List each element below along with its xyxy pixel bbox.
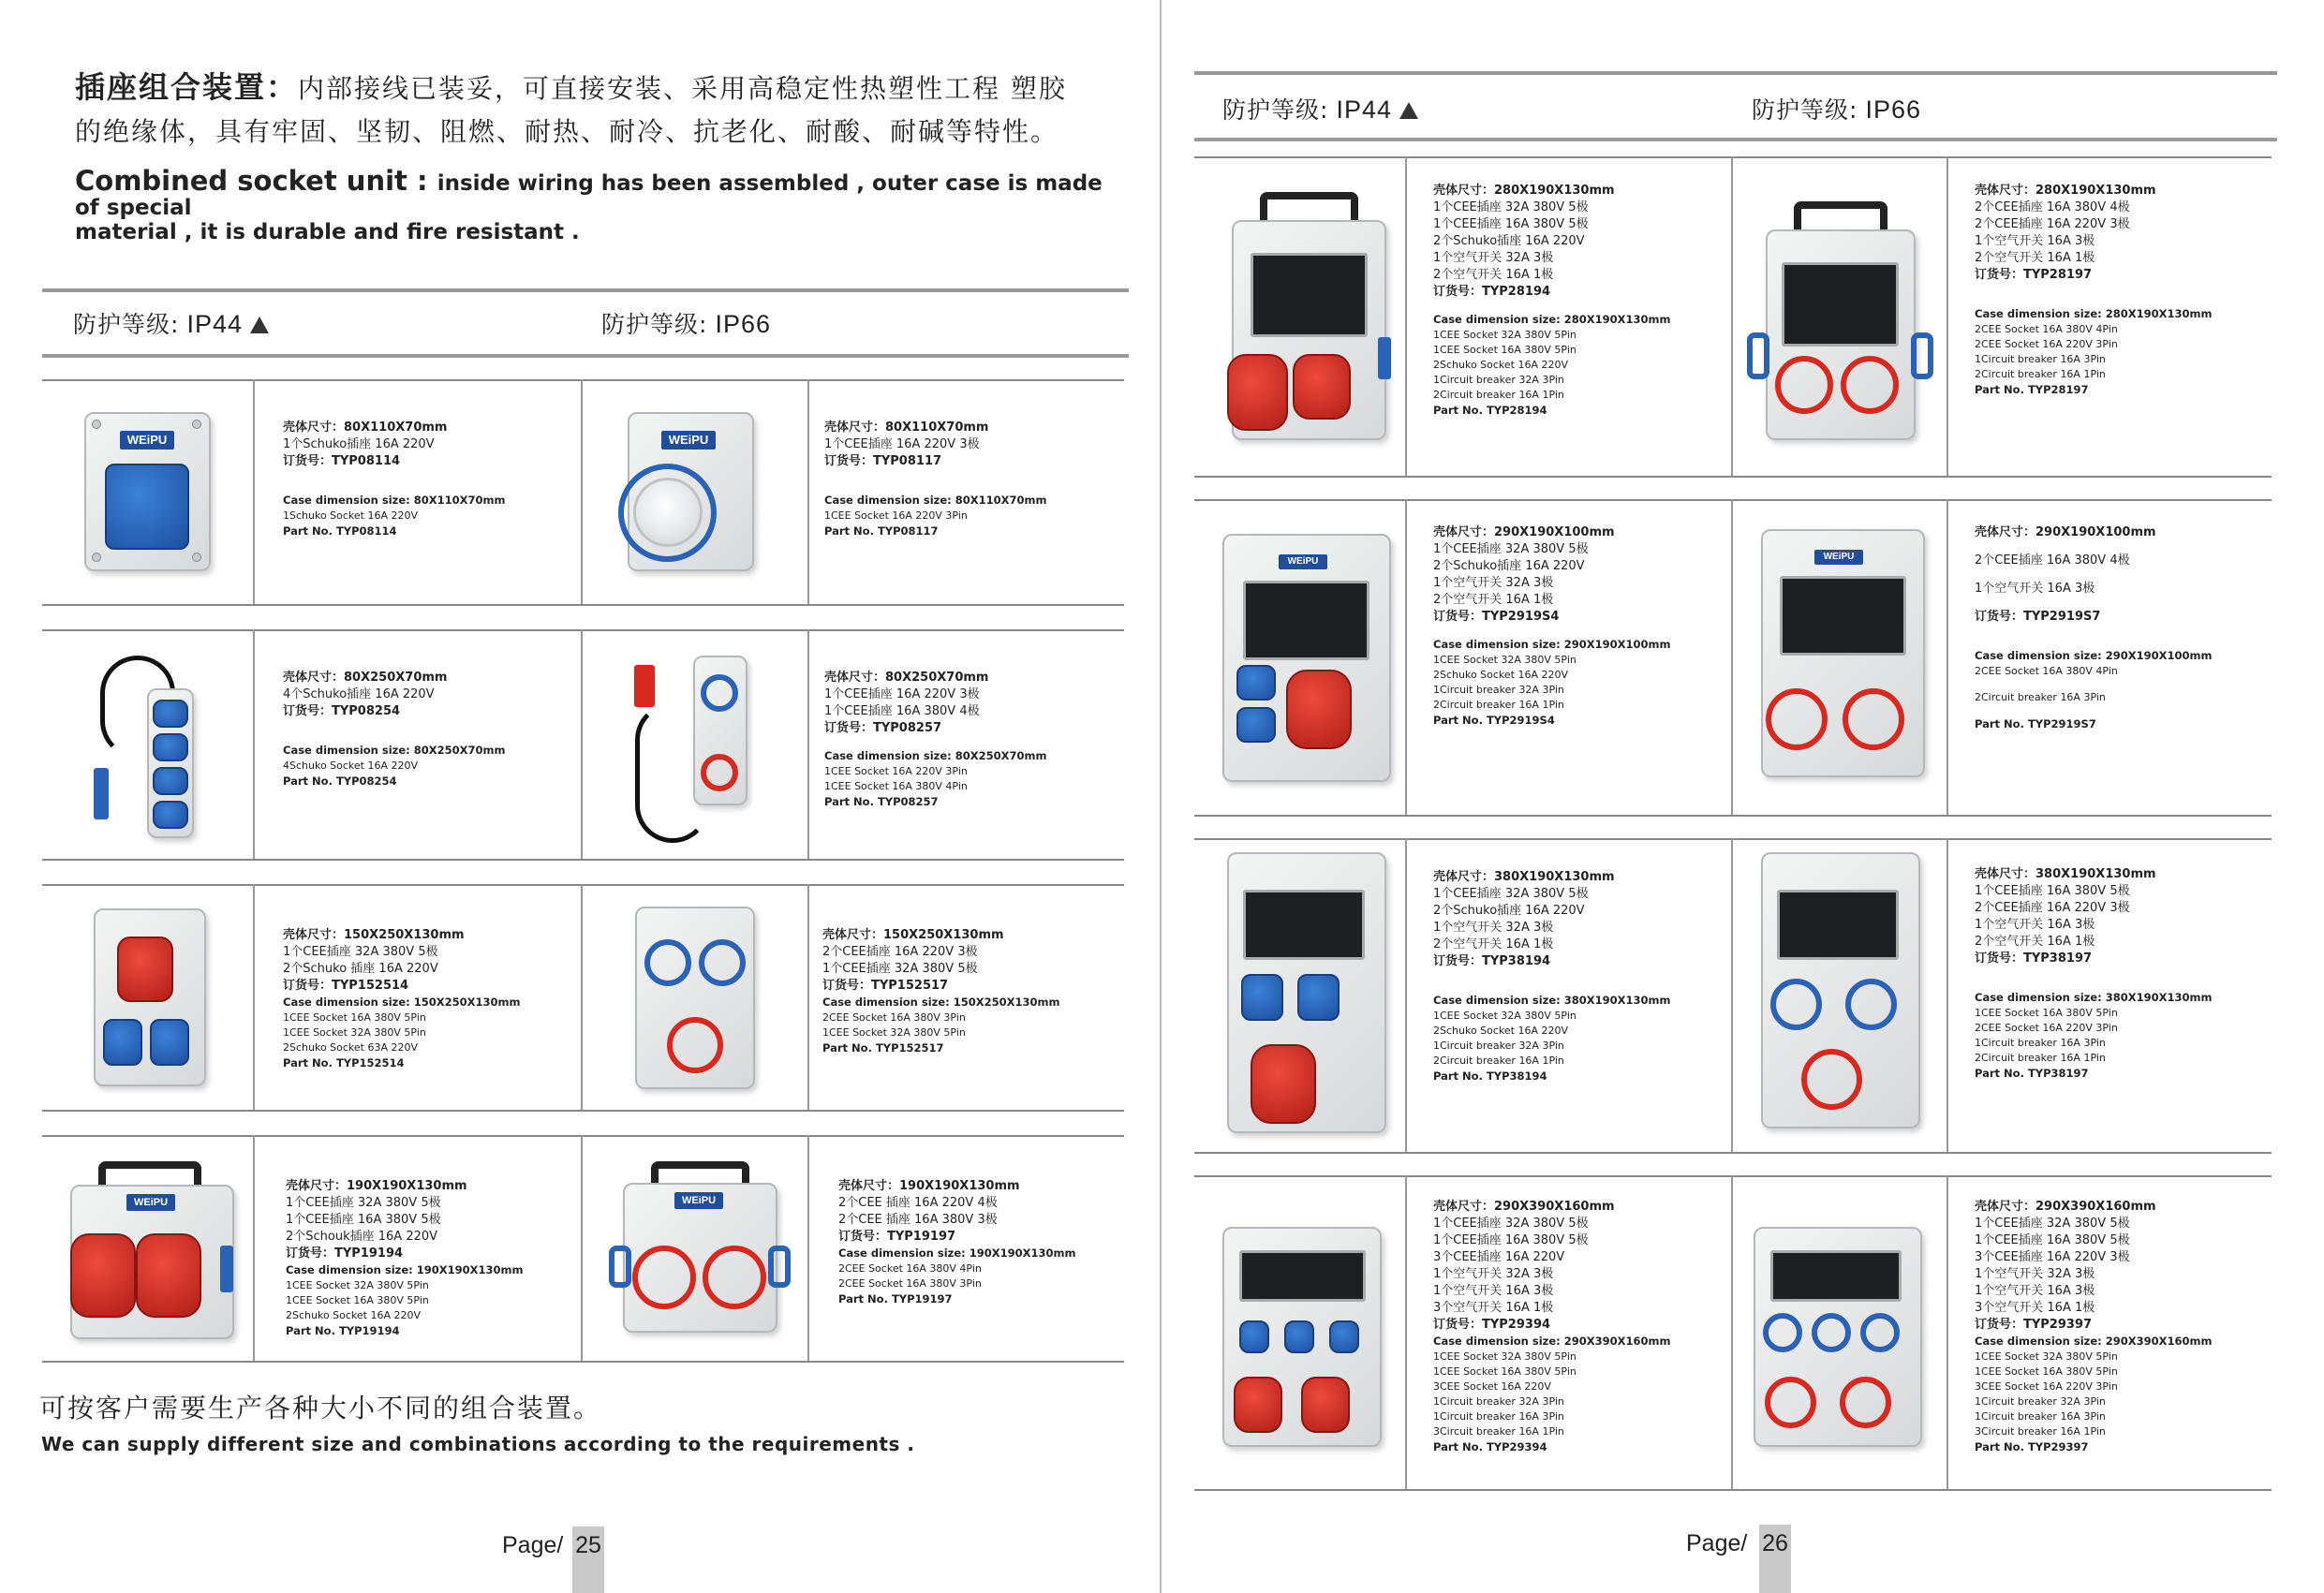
spec-line: 2个CEE 插座 16A 380V 3极 — [838, 1213, 998, 1227]
rule — [42, 604, 1124, 606]
spec-line: 2个CEE插座 16A 220V 3极 — [822, 945, 978, 959]
spec-en-title: Case dimension size: 290X190X100mm — [1433, 638, 1671, 651]
spec-line: 1个空气开关 32A 3极 — [1433, 921, 1554, 935]
spec-en-line: 2Circuit breaker 16A 1Pin — [1433, 699, 1564, 711]
rule — [1947, 499, 1948, 815]
spec-line: 1个CEE插座 16A 220V 3极 — [824, 437, 980, 451]
rule — [807, 1135, 809, 1361]
spec-en-line: 2Circuit breaker 16A 1Pin — [1433, 1055, 1564, 1067]
spec-title: 壳体尺寸：290X190X100mm — [1975, 525, 2156, 539]
rule — [253, 629, 255, 859]
product-image-typ38197 — [1756, 848, 1925, 1138]
spec-part-no: Part No. TYP08114 — [283, 524, 397, 538]
spec-part-no: Part No. TYP19197 — [838, 1292, 953, 1305]
rule — [581, 379, 583, 604]
brand-logo: WEiPU — [1279, 554, 1327, 569]
product-image-typ28197 — [1742, 192, 1939, 445]
spec-en-line: 4Schuko Socket 16A 220V — [283, 760, 419, 772]
product-image-typ2919s7 — [1756, 529, 1930, 782]
spec-line: 2个Schuko 插座 16A 220V — [283, 962, 438, 976]
spec-en-title: Case dimension size: 280X190X130mm — [1975, 307, 2213, 320]
rule — [1194, 138, 2277, 141]
product-image-typ2919s4 — [1222, 534, 1396, 787]
spec-part-no: Part No. TYP38197 — [1975, 1067, 2089, 1080]
spec-order-no: 订货号：TYP28197 — [1975, 268, 2093, 282]
product-image-typ152517 — [628, 907, 759, 1094]
spec-en-line: 3Circuit breaker 16A 1Pin — [1975, 1425, 2106, 1438]
spec-en-line: 2CEE Socket 16A 220V 3Pin — [1975, 338, 2118, 350]
spec-en-line: 1CEE Socket 16A 380V 5Pin — [1975, 1365, 2118, 1378]
spec-line: 3个空气开关 16A 1极 — [1975, 1301, 2095, 1315]
spec-title: 壳体尺寸：290X390X160mm — [1433, 1200, 1615, 1214]
spec-line: 1个CEE插座 32A 380V 5极 — [822, 962, 978, 976]
spec-order-no: 订货号：TYP08117 — [824, 454, 942, 468]
spec-line: 2个空气开关 16A 1极 — [1433, 268, 1554, 282]
rule — [253, 884, 255, 1110]
spec-line: 1个空气开关 32A 3极 — [1433, 251, 1554, 265]
spec-en-line: 1CEE Socket 32A 380V 5Pin — [822, 1026, 966, 1039]
spec-typ08257 — [824, 670, 1046, 810]
spec-typ38194 — [1433, 869, 1670, 1084]
rule — [807, 379, 809, 604]
spec-order-no: 订货号：TYP2919S7 — [1975, 610, 2101, 624]
spec-en-line: 1CEE Socket 32A 380V 5Pin — [283, 1026, 426, 1039]
rule — [42, 629, 1124, 631]
spec-order-no: 订货号：TYP2919S4 — [1433, 610, 1560, 624]
spec-en-title: Case dimension size: 280X190X130mm — [1433, 313, 1671, 326]
spec-line: 1个CEE插座 32A 380V 5极 — [283, 945, 438, 959]
product-image-typ28194 — [1222, 187, 1396, 445]
spec-line: 2个Schuko插座 16A 220V — [1433, 904, 1585, 918]
product-image-typ29394 — [1222, 1227, 1386, 1452]
spec-line: 1个CEE插座 32A 380V 5极 — [286, 1196, 441, 1210]
spec-en-line: 1Circuit breaker 32A 3Pin — [1433, 1395, 1564, 1408]
ip-rating-left — [73, 306, 269, 340]
spec-en-line: 1CEE Socket 32A 380V 5Pin — [1975, 1350, 2118, 1363]
spec-line: 2个Schuko插座 16A 220V — [1433, 234, 1585, 248]
spec-typ28197 — [1975, 183, 2212, 398]
spec-line: 2个空气开关 16A 1极 — [1975, 251, 2095, 265]
brand-logo: WEiPU — [126, 1194, 175, 1211]
rule — [1405, 156, 1407, 476]
brand-logo: WEiPU — [120, 431, 174, 450]
spec-part-no: Part No. TYP29394 — [1433, 1440, 1547, 1453]
spec-line: 1个空气开关 32A 3极 — [1433, 576, 1554, 590]
spec-line: 2个Schuko插座 16A 220V — [1433, 559, 1585, 573]
spec-line: 1个CEE插座 32A 380V 5极 — [1433, 542, 1589, 556]
spec-line: 2个Schouk插座 16A 220V — [286, 1230, 438, 1244]
rule — [807, 884, 809, 1110]
spec-line: 3个空气开关 16A 1极 — [1433, 1301, 1554, 1315]
spec-order-no: 订货号：TYP38194 — [1433, 954, 1551, 968]
spec-title: 壳体尺寸：290X190X100mm — [1433, 525, 1615, 539]
product-image-typ08257 — [628, 656, 759, 843]
spec-en-line: 1CEE Socket 16A 380V 5Pin — [1433, 344, 1576, 356]
page-label: Page/ — [1686, 1530, 1748, 1556]
rule — [1405, 1175, 1407, 1489]
spec-en-line: 2Circuit breaker 16A 3Pin — [1975, 691, 2106, 703]
spec-en-title: Case dimension size: 190X190X130mm — [286, 1263, 524, 1276]
spec-title: 壳体尺寸：190X190X130mm — [286, 1179, 467, 1193]
rule — [42, 1135, 1124, 1137]
intro-en-lead: Combined socket unit : — [75, 165, 437, 197]
ip-rating-right — [601, 306, 771, 340]
spec-line: 1个CEE插座 16A 380V 4极 — [824, 704, 980, 718]
spec-en-title: Case dimension size: 290X390X160mm — [1433, 1335, 1671, 1348]
page-spread-divider — [1160, 0, 1162, 1593]
spec-part-no: Part No. TYP2919S4 — [1433, 714, 1555, 727]
spec-en-line: 1Circuit breaker 32A 3Pin — [1433, 684, 1564, 696]
spec-title: 壳体尺寸：80X250X70mm — [824, 671, 989, 685]
intro-cn-line1: 内部接线已装妥，可直接安装、采用高稳定性热塑性工程 塑胶 — [298, 73, 1067, 104]
brand-logo: WEiPU — [674, 1192, 723, 1209]
spec-en-title: Case dimension size: 80X250X70mm — [283, 744, 506, 757]
spec-line: 3个CEE插座 16A 220V — [1433, 1250, 1565, 1264]
rule — [1405, 838, 1407, 1152]
spec-part-no: Part No. TYP08257 — [824, 795, 939, 808]
spec-en-line: 1CEE Socket 32A 380V 5Pin — [286, 1279, 429, 1291]
spec-title: 壳体尺寸：150X250X130mm — [283, 928, 465, 942]
spec-part-no: Part No. TYP28197 — [1975, 383, 2089, 396]
rule — [1194, 499, 2272, 501]
spec-part-no: Part No. TYP29397 — [1975, 1440, 2089, 1453]
product-image-typ19194 — [66, 1157, 239, 1344]
spec-en-line: 1Circuit breaker 32A 3Pin — [1433, 374, 1564, 386]
spec-line: 1个CEE插座 16A 380V 5极 — [1975, 884, 2130, 898]
spec-en-line: 1CEE Socket 32A 380V 5Pin — [1433, 654, 1576, 666]
rule — [807, 629, 809, 859]
rule — [1731, 838, 1733, 1152]
ip-value: IP44 — [186, 310, 243, 338]
product-image-typ19197 — [609, 1157, 787, 1344]
spec-typ28194 — [1433, 183, 1670, 419]
spec-en-line: 2Schuko Socket 16A 220V — [286, 1309, 422, 1321]
spec-title: 壳体尺寸：290X390X160mm — [1975, 1200, 2156, 1214]
footer-english: We can supply different size and combinations according to the requirements . — [41, 1433, 915, 1455]
spec-line: 1个CEE插座 16A 380V 5极 — [1975, 1233, 2130, 1247]
rule — [42, 1361, 1124, 1363]
spec-order-no: 订货号：TYP28194 — [1433, 285, 1551, 299]
spec-line: 2个CEE插座 16A 220V 3极 — [1975, 217, 2130, 231]
spec-en-line: 1Circuit breaker 32A 3Pin — [1433, 1040, 1564, 1052]
spec-en-line: 1CEE Socket 32A 380V 5Pin — [1433, 329, 1576, 341]
spec-typ29397 — [1975, 1199, 2212, 1455]
spec-line: 1个空气开关 32A 3极 — [1433, 1267, 1554, 1281]
rule — [581, 884, 583, 1110]
spec-line: 1个Schuko插座 16A 220V — [283, 437, 435, 451]
spec-line: 2个空气开关 16A 1极 — [1975, 935, 2095, 949]
ip-value: IP66 — [715, 310, 771, 338]
spec-en-title: Case dimension size: 190X190X130mm — [838, 1246, 1076, 1260]
spec-title: 壳体尺寸：80X250X70mm — [283, 671, 448, 685]
rule — [42, 354, 1129, 358]
spec-en-title: Case dimension size: 150X250X130mm — [822, 996, 1060, 1009]
rule — [42, 379, 1124, 381]
spec-typ29394 — [1433, 1199, 1670, 1455]
ip-label: 防护等级: — [601, 311, 708, 338]
schuko-socket-icon — [105, 464, 189, 550]
spec-line: 2个CEE 插座 16A 220V 4极 — [838, 1196, 998, 1210]
spec-en-title: Case dimension size: 380X190X130mm — [1433, 994, 1671, 1007]
spec-en-line: 2CEE Socket 16A 220V 3Pin — [1975, 1022, 2118, 1034]
page-number: 25 — [572, 1527, 604, 1593]
spec-order-no: 订货号：TYP19194 — [286, 1246, 404, 1261]
spec-en-line: 1Circuit breaker 16A 3Pin — [1975, 1037, 2106, 1049]
product-image-typ38194 — [1222, 848, 1391, 1138]
spec-line: 1个CEE插座 32A 380V 5极 — [1433, 1217, 1589, 1231]
spec-typ152514 — [283, 927, 520, 1071]
product-image-typ29397 — [1754, 1227, 1927, 1452]
intro-cn-lead: 插座组合装置： — [75, 69, 299, 105]
ip-value: IP66 — [1865, 96, 1921, 124]
spec-en-line: 3CEE Socket 16A 220V — [1433, 1380, 1551, 1393]
spec-line: 1个CEE插座 32A 380V 5极 — [1975, 1217, 2130, 1231]
spec-part-no: Part No. TYP08254 — [283, 774, 397, 788]
spec-order-no: 订货号：TYP29397 — [1975, 1318, 2093, 1332]
spec-title: 壳体尺寸：80X110X70mm — [283, 420, 448, 435]
rule — [1194, 156, 2272, 158]
rule — [1194, 815, 2272, 817]
spec-line: 2个空气开关 16A 1极 — [1433, 937, 1554, 951]
rule — [1731, 499, 1733, 815]
rule — [1947, 838, 1948, 1152]
spec-typ38197 — [1975, 866, 2212, 1082]
spec-order-no: 订货号：TYP38197 — [1975, 951, 2093, 966]
spec-order-no: 订货号：TYP152514 — [283, 979, 409, 993]
spec-part-no: Part No. TYP152514 — [283, 1056, 405, 1069]
spec-en-line: 1CEE Socket 16A 380V 5Pin — [1975, 1007, 2118, 1019]
spec-typ08254 — [283, 670, 505, 789]
spec-en-line: 2CEE Socket 16A 380V 4Pin — [1975, 665, 2118, 677]
spec-en-line: 1CEE Socket 16A 220V 3Pin — [824, 509, 968, 522]
spec-part-no: Part No. TYP38194 — [1433, 1069, 1547, 1083]
spec-en-line: 1Circuit breaker 16A 3Pin — [1975, 1410, 2106, 1423]
spec-line: 1个空气开关 16A 3极 — [1975, 1284, 2095, 1298]
spec-en-line: 2Circuit breaker 16A 1Pin — [1975, 368, 2106, 380]
rule — [42, 859, 1124, 861]
spec-line: 1个CEE插座 32A 380V 5极 — [1433, 887, 1589, 901]
spec-en-line: 3Circuit breaker 16A 1Pin — [1433, 1425, 1564, 1438]
spec-order-no: 订货号：TYP29394 — [1433, 1318, 1551, 1332]
spec-title: 壳体尺寸：280X190X130mm — [1975, 184, 2156, 198]
spec-order-no: 订货号：TYP08114 — [283, 454, 401, 468]
brand-logo: WEiPU — [1814, 550, 1863, 565]
spec-line: 3个CEE插座 16A 220V 3极 — [1975, 1250, 2130, 1264]
spec-line: 4个Schuko插座 16A 220V — [283, 687, 435, 701]
warning-triangle-icon — [1399, 102, 1418, 119]
spec-en-line: 2Circuit breaker 16A 1Pin — [1975, 1052, 2106, 1064]
rule — [42, 288, 1129, 292]
spec-title: 壳体尺寸：80X110X70mm — [824, 420, 989, 435]
spec-order-no: 订货号：TYP08257 — [824, 721, 942, 735]
spec-en-line: 1CEE Socket 16A 380V 4Pin — [824, 780, 968, 792]
spec-part-no: Part No. TYP19194 — [286, 1324, 400, 1337]
spec-line: 2个CEE插座 16A 380V 4极 — [1975, 200, 2130, 214]
spec-typ2919s4 — [1433, 524, 1670, 729]
rule — [42, 884, 1124, 886]
intro-chinese — [75, 66, 1124, 154]
spec-en-line: 2Schuko Socket 16A 220V — [1433, 669, 1569, 681]
warning-triangle-icon — [250, 317, 269, 333]
spec-en-title: Case dimension size: 290X190X100mm — [1975, 649, 2213, 662]
ip-label: 防护等级: — [1222, 96, 1329, 124]
rule — [1194, 1175, 2272, 1177]
rule — [1194, 838, 2272, 840]
spec-en-line: 2CEE Socket 16A 380V 3Pin — [822, 1011, 966, 1024]
spec-typ19194 — [286, 1178, 523, 1339]
spec-en-line: 2Schuko Socket 16A 220V — [1433, 359, 1569, 371]
rule — [1731, 156, 1733, 476]
spec-title: 壳体尺寸：380X190X130mm — [1975, 867, 2156, 881]
rule — [1194, 1489, 2272, 1491]
spec-line: 1个空气开关 16A 3极 — [1975, 234, 2095, 248]
spec-en-title: Case dimension size: 150X250X130mm — [283, 996, 521, 1009]
ip-rating-right — [1752, 92, 1921, 125]
spec-en-line: 2Schuko Socket 16A 220V — [1433, 1025, 1569, 1037]
spec-en-title: Case dimension size: 380X190X130mm — [1975, 991, 2213, 1004]
ip-rating-left — [1222, 92, 1418, 125]
rule — [581, 629, 583, 859]
spec-line: 1个空气开关 16A 3极 — [1975, 582, 2095, 596]
spec-part-no: Part No. TYP2919S7 — [1975, 717, 2096, 730]
spec-typ08114 — [283, 420, 505, 539]
spec-title: 壳体尺寸：280X190X130mm — [1433, 184, 1615, 198]
spec-typ19197 — [838, 1178, 1075, 1307]
spec-en-line: 2CEE Socket 16A 380V 4Pin — [838, 1262, 982, 1275]
spec-part-no: Part No. TYP28194 — [1433, 404, 1547, 417]
spec-en-line: 2Circuit breaker 16A 1Pin — [1433, 389, 1564, 401]
intro-english — [75, 165, 1124, 244]
page-number: 26 — [1759, 1525, 1791, 1593]
spec-order-no: 订货号：TYP19197 — [838, 1230, 956, 1244]
spec-en-line: 1Circuit breaker 16A 3Pin — [1433, 1410, 1564, 1423]
product-image-typ152514 — [89, 908, 211, 1091]
ip-label: 防护等级: — [73, 311, 180, 338]
spec-line: 1个CEE插座 32A 380V 5极 — [1433, 200, 1589, 214]
spec-title: 壳体尺寸：150X250X130mm — [822, 928, 1004, 942]
spec-title: 壳体尺寸：380X190X130mm — [1433, 870, 1615, 884]
spec-typ2919s7 — [1975, 524, 2212, 732]
spec-line: 2个空气开关 16A 1极 — [1433, 593, 1554, 607]
ip-label: 防护等级: — [1752, 96, 1858, 124]
spec-title: 壳体尺寸：190X190X130mm — [838, 1179, 1020, 1193]
spec-en-title: Case dimension size: 290X390X160mm — [1975, 1335, 2213, 1348]
spec-line: 1个空气开关 16A 3极 — [1975, 918, 2095, 932]
intro-en-line2: material , it is durable and fire resistant . — [75, 220, 580, 244]
spec-typ08117 — [824, 420, 1046, 539]
spec-en-title: Case dimension size: 80X250X70mm — [824, 749, 1047, 762]
rule — [581, 1135, 583, 1361]
spec-en-line: 1Schuko Socket 16A 220V — [283, 509, 419, 522]
spec-line: 1个空气开关 16A 3极 — [1433, 1284, 1554, 1298]
rule — [1405, 499, 1407, 815]
spec-en-line: 1CEE Socket 16A 380V 5Pin — [1433, 1365, 1576, 1378]
spec-typ152517 — [822, 927, 1059, 1056]
rule — [1947, 156, 1948, 476]
product-image-typ08114 — [84, 412, 215, 576]
spec-line: 1个空气开关 32A 3极 — [1975, 1267, 2095, 1281]
spec-en-line: 3CEE Socket 16A 220V 3Pin — [1975, 1380, 2118, 1393]
rule — [1194, 1152, 2272, 1154]
product-image-typ08254 — [89, 651, 201, 838]
spec-en-line: 2CEE Socket 16A 380V 3Pin — [838, 1277, 982, 1290]
spec-line: 1个CEE插座 16A 380V 5极 — [1433, 1233, 1589, 1247]
spec-en-line: 1Circuit breaker 32A 3Pin — [1975, 1395, 2106, 1408]
rule — [1731, 1175, 1733, 1489]
page-label: Page/ — [502, 1532, 564, 1558]
spec-en-line: 1CEE Socket 16A 380V 5Pin — [283, 1011, 426, 1024]
product-image-typ08117 — [618, 412, 759, 576]
spec-line: 1个CEE插座 16A 380V 5极 — [286, 1213, 441, 1227]
rule — [1947, 1175, 1948, 1489]
intro-en-line1: inside wiring has been assembled , outer case is made of special — [75, 171, 1103, 220]
rule — [253, 379, 255, 604]
spec-line: 2个CEE插座 16A 380V 4极 — [1975, 553, 2130, 568]
rule — [1194, 476, 2272, 478]
spec-en-line: 1CEE Socket 32A 380V 5Pin — [1433, 1010, 1576, 1022]
spec-en-title: Case dimension size: 80X110X70mm — [283, 494, 506, 507]
rule — [253, 1135, 255, 1361]
spec-en-line: 2CEE Socket 16A 380V 4Pin — [1975, 323, 2118, 335]
spec-en-title: Case dimension size: 80X110X70mm — [824, 494, 1047, 507]
rule — [1194, 71, 2277, 75]
brand-logo: WEiPU — [661, 431, 716, 450]
spec-en-line: 1CEE Socket 16A 220V 3Pin — [824, 765, 968, 777]
spec-line: 1个CEE插座 16A 220V 3极 — [824, 687, 980, 701]
spec-en-line: 2Schuko Socket 63A 220V — [283, 1041, 419, 1054]
footer-chinese: 可按客户需要生产各种大小不同的组合装置。 — [39, 1393, 602, 1423]
spec-line: 1个CEE插座 16A 380V 5极 — [1433, 217, 1589, 231]
rule — [42, 1110, 1124, 1112]
spec-line: 2个CEE插座 16A 220V 3极 — [1975, 901, 2130, 915]
intro-cn-line2: 的绝缘体，具有牢固、坚韧、阻燃、耐热、耐冷、抗老化、耐酸、耐碱等特性。 — [75, 116, 1059, 147]
ip-value: IP44 — [1336, 96, 1392, 124]
spec-part-no: Part No. TYP08117 — [824, 524, 939, 538]
spec-en-line: 1Circuit breaker 16A 3Pin — [1975, 353, 2106, 365]
spec-en-line: 1CEE Socket 32A 380V 5Pin — [1433, 1350, 1576, 1363]
spec-order-no: 订货号：TYP08254 — [283, 704, 401, 718]
spec-en-line: 1CEE Socket 16A 380V 5Pin — [286, 1294, 429, 1306]
spec-part-no: Part No. TYP152517 — [822, 1041, 944, 1055]
spec-order-no: 订货号：TYP152517 — [822, 979, 949, 993]
